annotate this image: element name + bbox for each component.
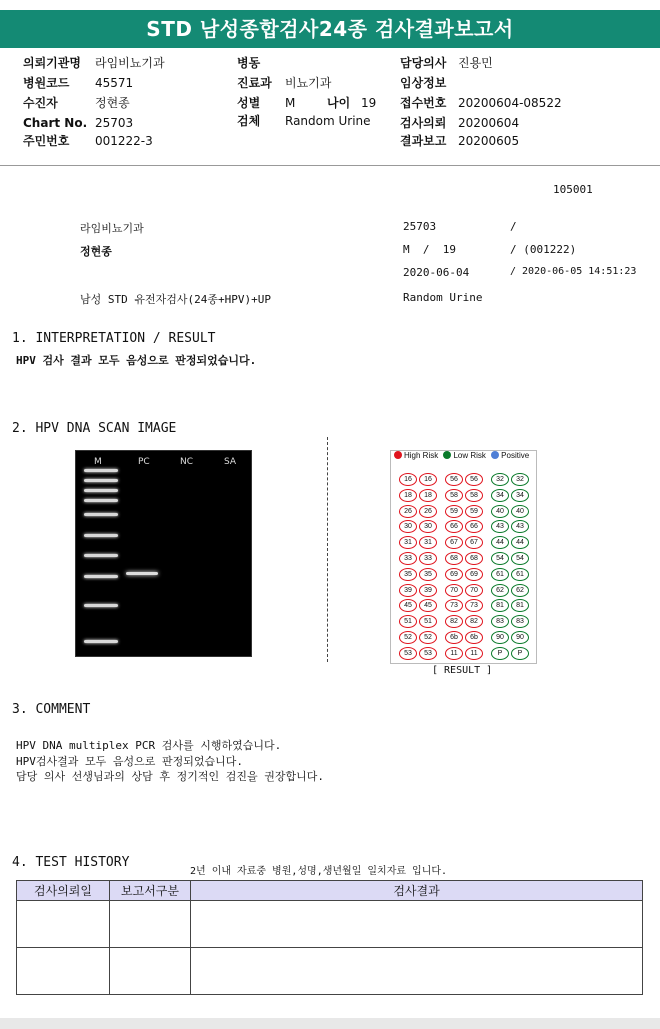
hpv-type-oval: 26 [419, 505, 437, 518]
hpv-type-oval: 35 [399, 568, 417, 581]
marker-band [84, 469, 118, 472]
lane-label-m: M [94, 457, 102, 467]
header-report-date: 결과보고 20200605 [400, 134, 520, 148]
legend-high-risk: High Risk [404, 451, 439, 460]
panel-divider [327, 437, 328, 662]
positive-control-band [126, 572, 158, 575]
hpv-type-oval: 67 [465, 536, 483, 549]
hpv-type-oval: 34 [491, 489, 509, 502]
hpv-type-oval: 62 [491, 584, 509, 597]
hpv-type-oval: 16 [419, 473, 437, 486]
hpv-type-oval: 66 [445, 520, 463, 533]
table-row [17, 901, 643, 948]
hpv-type-oval: 68 [465, 552, 483, 565]
hpv-type-oval: 70 [445, 584, 463, 597]
header-hospital-code: 병원코드 45571 [23, 76, 134, 90]
interpretation-text: HPV 검사 결과 모두 음성으로 판정되었습니다. [16, 354, 257, 367]
table-row [17, 948, 643, 995]
hpv-type-oval: 58 [445, 489, 463, 502]
hpv-type-oval: 45 [399, 599, 417, 612]
marker-band [84, 604, 118, 607]
hpv-type-oval: 40 [491, 505, 509, 518]
header-request-date: 검사의뢰 20200604 [400, 116, 520, 130]
hpv-type-oval: 81 [491, 599, 509, 612]
hpv-type-oval: 59 [465, 505, 483, 518]
header-chart-no: Chart No. 25703 [23, 116, 134, 130]
hpv-type-oval: 6b [465, 631, 483, 644]
header-receipt-no: 접수번호 20200604-08522 [400, 96, 562, 110]
hpv-type-oval: 11 [445, 647, 463, 660]
hpv-legend [391, 451, 536, 467]
hpv-type-oval: 11 [465, 647, 483, 660]
hpv-type-oval: 90 [511, 631, 529, 644]
footer-bar [0, 1018, 660, 1029]
hpv-type-oval: 81 [511, 599, 529, 612]
marker-band [84, 534, 118, 537]
hpv-type-oval: 56 [465, 473, 483, 486]
hpv-type-oval: 39 [419, 584, 437, 597]
section-interpretation-title: 1. INTERPRETATION / RESULT [12, 331, 216, 346]
hpv-type-oval: 67 [445, 536, 463, 549]
history-note: 2년 이내 자료중 병원,성명,생년월일 일치자료 입니다. [190, 866, 448, 877]
hpv-type-oval: 73 [465, 599, 483, 612]
hpv-type-oval: 30 [419, 520, 437, 533]
marker-band [84, 489, 118, 492]
hpv-type-oval: 31 [399, 536, 417, 549]
hpv-type-oval: 52 [399, 631, 417, 644]
legend-low-risk: Low Risk [453, 451, 486, 460]
history-header-row [17, 881, 643, 901]
hpv-type-oval: 53 [399, 647, 417, 660]
hpv-type-oval: 39 [399, 584, 417, 597]
hpv-type-oval: 82 [465, 615, 483, 628]
section-comment-title: 3. COMMENT [12, 702, 91, 717]
body-sex-age: M / 19 [403, 243, 456, 256]
header-req-org: 의뢰기관명 라임비뇨기과 [23, 56, 165, 70]
lane-label-pc: PC [138, 457, 150, 467]
header-dept: 진료과 비뇨기과 [237, 76, 332, 90]
hpv-type-oval: 31 [419, 536, 437, 549]
hpv-type-oval: 52 [419, 631, 437, 644]
body-date: 2020-06-04 [403, 266, 470, 279]
hpv-type-oval: 43 [511, 520, 529, 533]
legend-positive: Positive [501, 451, 530, 460]
hpv-type-oval: P [491, 647, 509, 660]
hpv-type-oval: 26 [399, 505, 417, 518]
hpv-type-oval: 82 [445, 615, 463, 628]
header-divider [0, 165, 660, 166]
hpv-type-oval: 59 [445, 505, 463, 518]
hpv-type-oval: 33 [399, 552, 417, 565]
hpv-type-oval: 18 [399, 489, 417, 502]
gel-image [75, 450, 252, 657]
hpv-result-panel [390, 450, 537, 664]
hpv-type-oval: P [511, 647, 529, 660]
hpv-type-oval: 33 [419, 552, 437, 565]
hpv-type-oval: 66 [465, 520, 483, 533]
high-risk-dot-icon [394, 451, 402, 459]
hpv-type-oval: 43 [491, 520, 509, 533]
hpv-type-oval: 16 [399, 473, 417, 486]
hpv-type-oval: 32 [511, 473, 529, 486]
low-risk-dot-icon [443, 451, 451, 459]
hpv-type-oval: 56 [445, 473, 463, 486]
comment-line-1: HPV DNA multiplex PCR 검사를 시행하였습니다. [16, 739, 282, 752]
header-resident-no: 주민번호 001222-3 [23, 134, 153, 148]
body-chart: 25703 [403, 220, 437, 233]
header-specimen: 검체 Random Urine [237, 114, 371, 128]
body-name: 정현종 [80, 245, 112, 258]
lane-label-nc: NC [180, 457, 194, 467]
body-org: 라임비뇨기과 [80, 222, 144, 235]
comment-line-3: 담당 의사 선생님과의 상담 후 정기적인 검진을 권장합니다. [16, 770, 325, 783]
hpv-type-oval: 90 [491, 631, 509, 644]
body-datetime: / 2020-06-05 14:51:23 [510, 266, 637, 277]
body-test-name: 남성 STD 유전자검사(24종+HPV)+UP [80, 293, 271, 306]
hpv-type-oval: 62 [511, 584, 529, 597]
hpv-type-oval: 83 [491, 615, 509, 628]
marker-band [84, 499, 118, 502]
hpv-type-oval: 54 [491, 552, 509, 565]
history-col-result: 검사결과 [191, 881, 643, 901]
comment-line-2: HPV검사결과 모두 음성으로 판정되었습니다. [16, 755, 243, 768]
positive-dot-icon [491, 451, 499, 459]
marker-band [84, 554, 118, 557]
body-specimen: Random Urine [403, 291, 483, 304]
hpv-type-oval: 45 [419, 599, 437, 612]
scan-result-label: [ RESULT ] [432, 665, 493, 676]
header-clinical-info: 임상정보 [400, 76, 447, 90]
header-ward: 병동 [237, 56, 261, 70]
report-title: STD 남성종합검사24종 검사결과보고서 [0, 10, 660, 48]
hpv-type-oval: 6b [445, 631, 463, 644]
hpv-type-oval: 69 [465, 568, 483, 581]
hpv-type-oval: 18 [419, 489, 437, 502]
hpv-type-oval: 53 [419, 647, 437, 660]
marker-band [84, 640, 118, 643]
report-id: 105001 [553, 183, 593, 196]
hpv-type-oval: 54 [511, 552, 529, 565]
hpv-type-oval: 32 [491, 473, 509, 486]
hpv-type-oval: 30 [399, 520, 417, 533]
hpv-type-oval: 68 [445, 552, 463, 565]
history-col-report-type: 보고서구분 [110, 881, 191, 901]
header-examinee: 수진자 정현종 [23, 96, 130, 110]
marker-band [84, 575, 118, 578]
body-slash: / [510, 220, 517, 233]
hpv-type-oval: 51 [419, 615, 437, 628]
hpv-type-oval: 51 [399, 615, 417, 628]
marker-band [84, 479, 118, 482]
body-id-part: / (001222) [510, 243, 577, 256]
hpv-type-oval: 44 [491, 536, 509, 549]
marker-band [84, 513, 118, 516]
hpv-type-oval: 58 [465, 489, 483, 502]
hpv-type-oval: 34 [511, 489, 529, 502]
section-history-title: 4. TEST HISTORY [12, 855, 130, 870]
hpv-type-oval: 44 [511, 536, 529, 549]
history-col-request-date: 검사의뢰일 [17, 881, 110, 901]
history-table [16, 880, 643, 995]
section-scan-title: 2. HPV DNA SCAN IMAGE [12, 421, 177, 436]
lane-label-sa: SA [224, 457, 237, 467]
hpv-type-oval: 69 [445, 568, 463, 581]
hpv-type-oval: 35 [419, 568, 437, 581]
header-sex-age: 성별 M 나이 19 [237, 96, 377, 110]
header-doctor: 담당의사 진용민 [400, 56, 493, 70]
hpv-type-oval: 61 [511, 568, 529, 581]
hpv-type-oval: 73 [445, 599, 463, 612]
hpv-type-oval: 83 [511, 615, 529, 628]
hpv-type-oval: 40 [511, 505, 529, 518]
hpv-type-oval: 61 [491, 568, 509, 581]
hpv-type-oval: 70 [465, 584, 483, 597]
